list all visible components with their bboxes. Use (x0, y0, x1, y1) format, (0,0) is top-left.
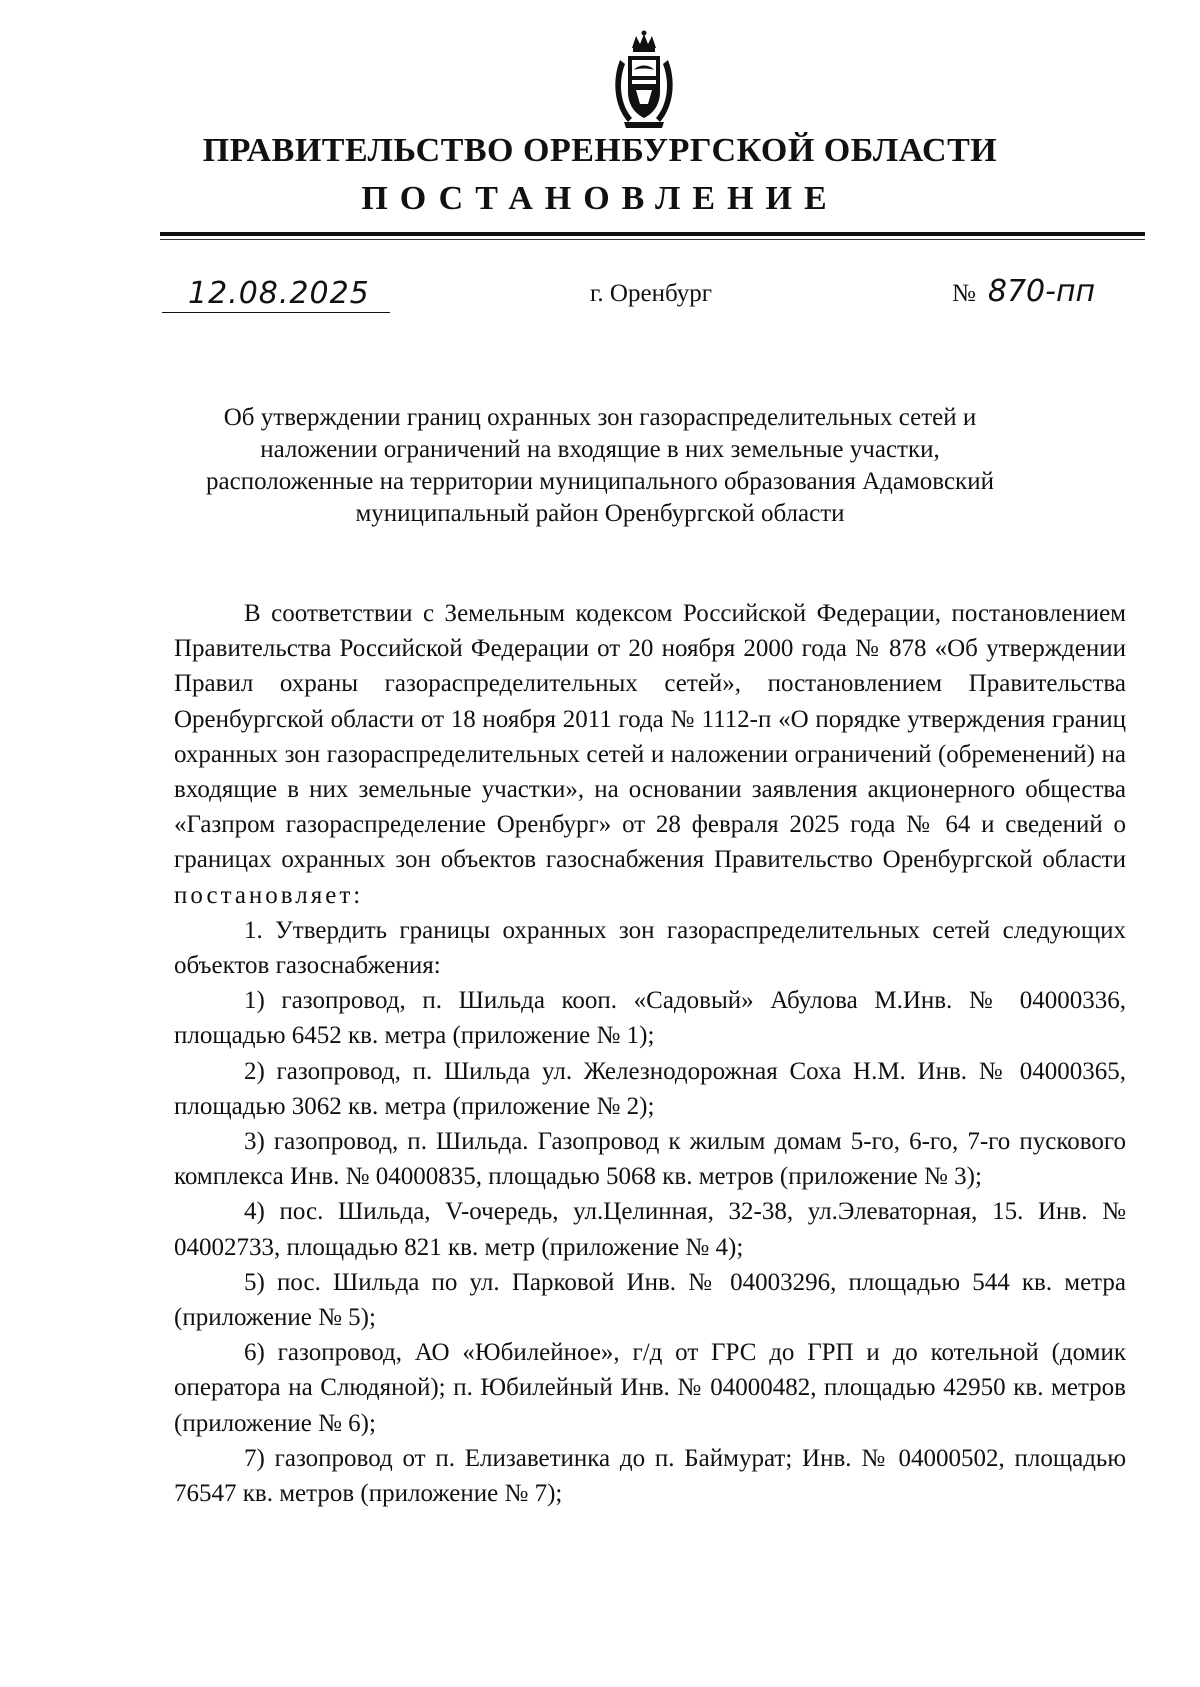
list-item: 6) газопровод, АО «Юбилейное», г/д от ГРС до ГРП и до котельной (домик оператора на Слюдяной); п. Юбилейный Инв. № 04000482, площадью 42950 кв. метров (приложение № 6); (174, 1339, 1126, 1437)
list-item: 1) газопровод, п. Шильда кооп. «Садовый» Абулова М.Инв. № 04000336, площадью 6452 кв. метра (приложение № 1); (174, 987, 1126, 1050)
list-item: 2) газопровод, п. Шильда ул. Железнодорожная Соха Н.М. Инв. № 04000365, площадью 3062 кв. метра (приложение № 2); (174, 1057, 1126, 1120)
header-divider-thick (160, 232, 1145, 236)
document-date-field (162, 276, 392, 316)
document-subject: Об утверждении границ охранных зон газораспределительных сетей и наложении ограничений на входящие в них земельные участки, расположенные на территории муниципального образования Адамовский муниципальный район Оренбургской области (206, 404, 994, 527)
document-date: 12.08.2025 (188, 276, 370, 311)
document-type-title: ПОСТАНОВЛЕНИЕ (361, 180, 839, 217)
date-underline (162, 312, 390, 313)
coat-of-arms-icon (606, 30, 682, 130)
clause-1: 1. Утвердить границы охранных зон газораспределительных сетей следующих объектов газоснабжения: (174, 916, 1126, 980)
preamble-paragraph (174, 596, 1126, 913)
document-city: г. Оренбург (590, 280, 712, 307)
document-body (174, 596, 1126, 1511)
list-item: 4) пос. Шильда, V-очередь, ул.Целинная, 32-38, ул.Элеваторная, 15. Инв. № 04002733, площадью 821 кв. метр (приложение № 4); (174, 1198, 1126, 1261)
document-number: 870-пп (987, 274, 1096, 309)
government-title: ПРАВИТЕЛЬСТВО ОРЕНБУРГСКОЙ ОБЛАСТИ (202, 132, 998, 169)
list-item: 7) газопровод от п. Елизаветинка до п. Баймурат; Инв. № 04000502, площадью 76547 кв. метров (приложение № 7); (174, 1444, 1126, 1508)
header-divider-thin (160, 239, 1145, 240)
preamble-verb: постановляет: (174, 881, 364, 909)
list-item: 3) газопровод, п. Шильда. Газопровод к жилым домам 5-го, 6-го, 7-го пускового комплекса Инв. № 04000835, площадью 5068 кв. метров (приложение № 3); (174, 1128, 1126, 1191)
document-number-field (952, 274, 1095, 309)
number-label: № (952, 280, 976, 307)
list-item: 5) пос. Шильда по ул. Парковой Инв. № 04003296, площадью 544 кв. метра (приложение № 5); (174, 1268, 1126, 1332)
preamble-text: В соответствии с Земельным кодексом Российской Федерации, постановлением Правительства Российской Федерации от 20 ноября 2000 года № 878 «Об утверждении Правил охраны газораспределительных сетей», постановлением Правительства Оренбургской области от 18 ноября 2011 года № 1112-п «О порядке утверждения границ охранных зон газораспределительных сетей и наложении ограничений (обременений) на входящие в них земельные участки», на основании заявления акционерного общества «Газпром газораспределение Оренбург» от 28 февраля 2025 года № 64 и сведений о границах охранных зон объектов газоснабжения Правительство Оренбургской области (174, 600, 1126, 874)
